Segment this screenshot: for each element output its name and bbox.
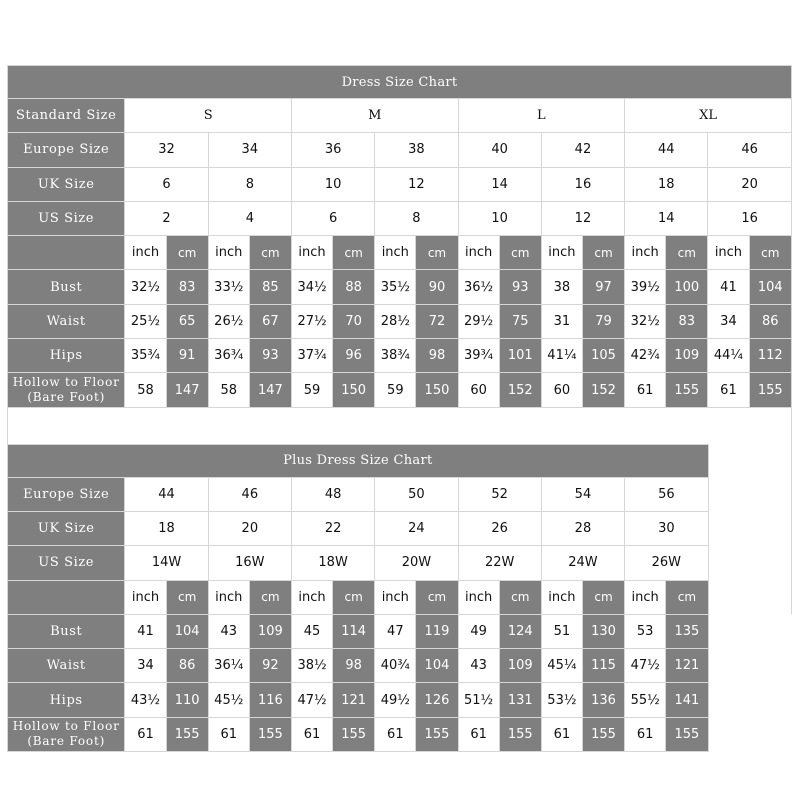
inch-value-cell: 25½ — [125, 304, 166, 338]
uk-size-cell: 12 — [375, 167, 458, 201]
main-row-label-waist: Waist — [8, 304, 125, 338]
cm-value-cell: 110 — [166, 683, 208, 717]
uk-size-cell: 16 — [541, 167, 624, 201]
cm-value-cell: 93 — [499, 270, 541, 304]
unit-cm: cm — [582, 580, 624, 614]
inch-value-cell: 53 — [625, 614, 666, 648]
plus-measurement-row — [8, 717, 792, 751]
us-size-cell: 8 — [375, 201, 458, 235]
cm-value-cell: 92 — [249, 649, 291, 683]
europe-size-cell: 40 — [458, 133, 541, 167]
inch-value-cell: 27½ — [291, 304, 332, 338]
inch-value-cell: 40¾ — [375, 649, 416, 683]
plus-size-chart-title: Plus Dress Size Chart — [8, 444, 709, 477]
europe-size-cell: 36 — [291, 133, 374, 167]
main-measurement-row — [8, 270, 792, 304]
unit-inch: inch — [541, 236, 582, 270]
standard-size-xl: XL — [625, 99, 792, 133]
cm-value-cell: 121 — [333, 683, 375, 717]
standard-size-m: M — [291, 99, 458, 133]
cm-value-cell: 98 — [416, 339, 458, 373]
uk-size-cell: 14 — [458, 167, 541, 201]
inch-value-cell: 32½ — [625, 304, 666, 338]
inch-value-cell: 36¼ — [208, 649, 249, 683]
unit-cm: cm — [416, 236, 458, 270]
plus-row-label-bust: Bust — [8, 614, 125, 648]
plus-europe-size-cell: 50 — [375, 477, 458, 511]
plus-europe-size-cell: 46 — [208, 477, 291, 511]
inch-value-cell: 61 — [458, 717, 499, 751]
uk-size-cell: 20 — [708, 167, 792, 201]
inch-value-cell: 61 — [541, 717, 582, 751]
inch-value-cell: 60 — [458, 373, 499, 407]
cm-value-cell: 155 — [749, 373, 791, 407]
unit-cm: cm — [333, 236, 375, 270]
inch-value-cell: 61 — [708, 373, 749, 407]
inch-value-cell: 36½ — [458, 270, 499, 304]
plus-us-size-cell: 20W — [375, 546, 458, 580]
inch-value-cell: 45 — [291, 614, 332, 648]
row-label-line: (Bare Foot) — [27, 390, 106, 405]
unit-inch: inch — [458, 236, 499, 270]
plus-uk-size-cell: 30 — [625, 511, 708, 545]
cm-value-cell: 100 — [666, 270, 708, 304]
uk-size-cell: 6 — [125, 167, 208, 201]
inch-value-cell: 45½ — [208, 683, 249, 717]
cm-value-cell: 104 — [416, 649, 458, 683]
cm-value-cell: 135 — [666, 614, 708, 648]
inch-value-cell: 47½ — [625, 649, 666, 683]
cm-value-cell: 116 — [249, 683, 291, 717]
inch-value-cell: 61 — [375, 717, 416, 751]
inch-value-cell: 34 — [125, 649, 166, 683]
main-row-label-hollow-to-floor — [8, 373, 125, 407]
cm-value-cell: 141 — [666, 683, 708, 717]
europe-size-label: Europe Size — [8, 133, 125, 167]
us-size-cell: 16 — [708, 201, 792, 235]
plus-europe-size-label: Europe Size — [8, 477, 125, 511]
unit-inch: inch — [208, 236, 249, 270]
plus-uk-size-cell: 22 — [291, 511, 374, 545]
main-measurement-rows — [8, 270, 792, 407]
cm-value-cell: 147 — [166, 373, 208, 407]
plus-measurement-row — [8, 649, 792, 683]
plus-row-label-hollow-to-floor — [8, 717, 125, 751]
standard-size-s: S — [125, 99, 292, 133]
cm-value-cell: 67 — [249, 304, 291, 338]
cm-value-cell: 155 — [666, 717, 708, 751]
cm-value-cell: 86 — [749, 304, 791, 338]
unit-inch: inch — [625, 580, 666, 614]
europe-size-cell: 44 — [625, 133, 708, 167]
cm-value-cell: 72 — [416, 304, 458, 338]
inch-value-cell: 26½ — [208, 304, 249, 338]
unit-cm: cm — [666, 236, 708, 270]
cm-value-cell: 152 — [582, 373, 624, 407]
unit-cm: cm — [249, 580, 291, 614]
unit-cm: cm — [499, 236, 541, 270]
inch-value-cell: 49 — [458, 614, 499, 648]
plus-measurement-row — [8, 614, 792, 648]
inch-value-cell: 61 — [625, 717, 666, 751]
plus-uk-size-cell: 18 — [125, 511, 208, 545]
cm-value-cell: 115 — [582, 649, 624, 683]
plus-measurement-rows — [8, 614, 792, 751]
plus-europe-size-cell: 52 — [458, 477, 541, 511]
unit-cm: cm — [333, 580, 375, 614]
plus-europe-size-cell: 54 — [541, 477, 624, 511]
plus-unit-row-blank-label — [8, 580, 125, 614]
inch-value-cell: 32½ — [125, 270, 166, 304]
plus-measurement-row — [8, 683, 792, 717]
inch-value-cell: 39¾ — [458, 339, 499, 373]
us-size-cell: 2 — [125, 201, 208, 235]
unit-inch: inch — [375, 236, 416, 270]
europe-size-cell: 46 — [708, 133, 792, 167]
cm-value-cell: 130 — [582, 614, 624, 648]
cm-value-cell: 79 — [582, 304, 624, 338]
cm-value-cell: 112 — [749, 339, 791, 373]
row-label-line: Hollow to Floor — [12, 719, 120, 734]
unit-inch: inch — [541, 580, 582, 614]
plus-europe-size-cell: 48 — [291, 477, 374, 511]
inch-value-cell: 35¾ — [125, 339, 166, 373]
inch-value-cell: 58 — [125, 373, 166, 407]
unit-cm: cm — [416, 580, 458, 614]
plus-uk-size-cell: 28 — [541, 511, 624, 545]
cm-value-cell: 109 — [249, 614, 291, 648]
plus-us-size-cell: 16W — [208, 546, 291, 580]
us-size-cell: 12 — [541, 201, 624, 235]
unit-row-blank-label — [8, 236, 125, 270]
inch-value-cell: 37¾ — [291, 339, 332, 373]
standard-size-l: L — [458, 99, 625, 133]
cm-value-cell: 96 — [333, 339, 375, 373]
inch-value-cell: 60 — [541, 373, 582, 407]
unit-inch: inch — [208, 580, 249, 614]
cm-value-cell: 131 — [499, 683, 541, 717]
inch-value-cell: 38 — [541, 270, 582, 304]
unit-inch: inch — [291, 236, 332, 270]
inch-value-cell: 39½ — [625, 270, 666, 304]
unit-inch: inch — [291, 580, 332, 614]
cm-value-cell: 98 — [333, 649, 375, 683]
cm-value-cell: 155 — [333, 717, 375, 751]
inch-value-cell: 61 — [291, 717, 332, 751]
uk-size-cell: 10 — [291, 167, 374, 201]
cm-value-cell: 155 — [499, 717, 541, 751]
plus-chart-empty-margin — [708, 444, 791, 614]
inch-value-cell: 41 — [125, 614, 166, 648]
cm-value-cell: 93 — [249, 339, 291, 373]
cm-value-cell: 124 — [499, 614, 541, 648]
us-size-cell: 6 — [291, 201, 374, 235]
inch-value-cell: 59 — [375, 373, 416, 407]
cm-value-cell: 136 — [582, 683, 624, 717]
inch-value-cell: 34½ — [291, 270, 332, 304]
cm-value-cell: 109 — [499, 649, 541, 683]
plus-us-size-cell: 24W — [541, 546, 624, 580]
plus-uk-size-cell: 20 — [208, 511, 291, 545]
plus-us-size-label: US Size — [8, 546, 125, 580]
cm-value-cell: 101 — [499, 339, 541, 373]
inch-value-cell: 43 — [208, 614, 249, 648]
inch-value-cell: 43 — [458, 649, 499, 683]
uk-size-cell: 18 — [625, 167, 708, 201]
plus-dress-size-table — [7, 444, 792, 752]
inch-value-cell: 61 — [208, 717, 249, 751]
main-measurement-row — [8, 304, 792, 338]
inch-value-cell: 36¾ — [208, 339, 249, 373]
size-chart-sheet — [7, 65, 792, 752]
plus-us-size-cell: 22W — [458, 546, 541, 580]
inch-value-cell: 44¼ — [708, 339, 749, 373]
plus-europe-size-cell: 44 — [125, 477, 208, 511]
inch-value-cell: 42¾ — [625, 339, 666, 373]
inch-value-cell: 41¼ — [541, 339, 582, 373]
inch-value-cell: 59 — [291, 373, 332, 407]
cm-value-cell: 70 — [333, 304, 375, 338]
inch-value-cell: 47 — [375, 614, 416, 648]
section-gap — [7, 408, 792, 444]
main-row-label-bust: Bust — [8, 270, 125, 304]
europe-size-cell: 32 — [125, 133, 208, 167]
cm-value-cell: 155 — [249, 717, 291, 751]
inch-value-cell: 43½ — [125, 683, 166, 717]
inch-value-cell: 55½ — [625, 683, 666, 717]
inch-value-cell: 31 — [541, 304, 582, 338]
inch-value-cell: 34 — [708, 304, 749, 338]
cm-value-cell: 155 — [416, 717, 458, 751]
europe-size-cell: 38 — [375, 133, 458, 167]
inch-value-cell: 53½ — [541, 683, 582, 717]
cm-value-cell: 155 — [166, 717, 208, 751]
unit-cm: cm — [582, 236, 624, 270]
main-measurement-row — [8, 373, 792, 407]
cm-value-cell: 83 — [166, 270, 208, 304]
main-measurement-row — [8, 339, 792, 373]
plus-europe-size-cell: 56 — [625, 477, 708, 511]
dress-size-chart-title: Dress Size Chart — [8, 66, 792, 99]
unit-cm: cm — [166, 236, 208, 270]
plus-us-size-cell: 18W — [291, 546, 374, 580]
plus-uk-size-cell: 24 — [375, 511, 458, 545]
unit-inch: inch — [125, 236, 166, 270]
inch-value-cell: 38½ — [291, 649, 332, 683]
cm-value-cell: 86 — [166, 649, 208, 683]
us-size-cell: 14 — [625, 201, 708, 235]
unit-cm: cm — [166, 580, 208, 614]
cm-value-cell: 119 — [416, 614, 458, 648]
uk-size-label: UK Size — [8, 167, 125, 201]
cm-value-cell: 109 — [666, 339, 708, 373]
europe-size-cell: 34 — [208, 133, 291, 167]
inch-value-cell: 49½ — [375, 683, 416, 717]
unit-cm: cm — [749, 236, 791, 270]
cm-value-cell: 97 — [582, 270, 624, 304]
plus-us-size-cell: 26W — [625, 546, 708, 580]
us-size-label: US Size — [8, 201, 125, 235]
inch-value-cell: 28½ — [375, 304, 416, 338]
cm-value-cell: 155 — [666, 373, 708, 407]
inch-value-cell: 61 — [125, 717, 166, 751]
cm-value-cell: 90 — [416, 270, 458, 304]
cm-value-cell: 91 — [166, 339, 208, 373]
cm-value-cell: 85 — [249, 270, 291, 304]
standard-size-label: Standard Size — [8, 99, 125, 133]
inch-value-cell: 45¼ — [541, 649, 582, 683]
inch-value-cell: 51½ — [458, 683, 499, 717]
cm-value-cell: 75 — [499, 304, 541, 338]
cm-value-cell: 150 — [416, 373, 458, 407]
cm-value-cell: 155 — [582, 717, 624, 751]
unit-cm: cm — [249, 236, 291, 270]
cm-value-cell: 150 — [333, 373, 375, 407]
europe-size-cell: 42 — [541, 133, 624, 167]
plus-row-label-hips: Hips — [8, 683, 125, 717]
inch-value-cell: 35½ — [375, 270, 416, 304]
inch-value-cell: 61 — [625, 373, 666, 407]
cm-value-cell: 126 — [416, 683, 458, 717]
row-label-line: (Bare Foot) — [27, 734, 106, 749]
plus-us-size-cell: 14W — [125, 546, 208, 580]
cm-value-cell: 105 — [582, 339, 624, 373]
plus-uk-size-cell: 26 — [458, 511, 541, 545]
uk-size-cell: 8 — [208, 167, 291, 201]
plus-row-label-waist: Waist — [8, 649, 125, 683]
cm-value-cell: 121 — [666, 649, 708, 683]
cm-value-cell: 104 — [749, 270, 791, 304]
inch-value-cell: 47½ — [291, 683, 332, 717]
unit-inch: inch — [375, 580, 416, 614]
unit-cm: cm — [499, 580, 541, 614]
cm-value-cell: 114 — [333, 614, 375, 648]
unit-inch: inch — [625, 236, 666, 270]
cm-value-cell: 104 — [166, 614, 208, 648]
cm-value-cell: 88 — [333, 270, 375, 304]
cm-value-cell: 65 — [166, 304, 208, 338]
inch-value-cell: 38¾ — [375, 339, 416, 373]
unit-cm: cm — [666, 580, 708, 614]
us-size-cell: 4 — [208, 201, 291, 235]
cm-value-cell: 83 — [666, 304, 708, 338]
row-label-line: Hollow to Floor — [12, 375, 120, 390]
cm-value-cell: 147 — [249, 373, 291, 407]
unit-inch: inch — [458, 580, 499, 614]
inch-value-cell: 58 — [208, 373, 249, 407]
inch-value-cell: 33½ — [208, 270, 249, 304]
us-size-cell: 10 — [458, 201, 541, 235]
dress-size-table — [7, 65, 792, 408]
unit-inch: inch — [708, 236, 749, 270]
plus-uk-size-label: UK Size — [8, 511, 125, 545]
inch-value-cell: 51 — [541, 614, 582, 648]
main-row-label-hips: Hips — [8, 339, 125, 373]
inch-value-cell: 29½ — [458, 304, 499, 338]
unit-inch: inch — [125, 580, 166, 614]
inch-value-cell: 41 — [708, 270, 749, 304]
cm-value-cell: 152 — [499, 373, 541, 407]
